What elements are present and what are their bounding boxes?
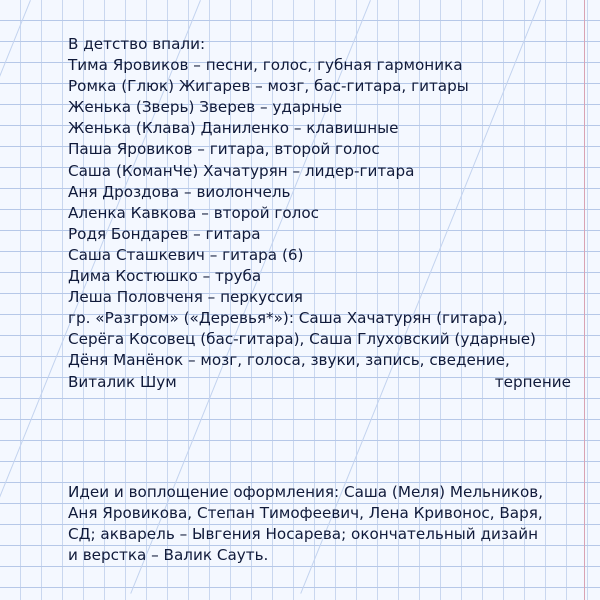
- member-line: Саша Сташкевич – гитара (6): [68, 245, 304, 264]
- member-line: Аленка Кавкова – второй голос: [68, 203, 320, 222]
- member-line: Саша (КоманЧе) Хачатурян – лидер-гитара: [68, 161, 415, 180]
- design-credit-line: Аня Яровикова, Степан Тимофеевич, Лена Кривонос, Варя,: [68, 504, 543, 523]
- member-role: терпение: [494, 372, 571, 391]
- design-credits: [68, 482, 583, 566]
- design-credit-line: Идеи и воплощение оформления: Саша (Меля) Мельников,: [68, 483, 544, 501]
- member-line: Женька (Зверь) Зверев – ударные: [68, 98, 343, 117]
- member-line: Аня Дроздова – виолончель: [68, 182, 291, 201]
- member-line: Дима Костюшко – труба: [68, 267, 262, 286]
- member-line: Тима Яровиков – песни, голос, губная гармоника: [68, 56, 463, 75]
- band-credits: [68, 34, 583, 393]
- member-line: Паша Яровиков – гитара, второй голос: [68, 140, 380, 159]
- member-line: гр. «Разгром» («Деревья*»): Саша Хачатурян (гитара),: [68, 309, 508, 328]
- design-credit-line: СД; акварель – Ывгения Носарева; окончательный дизайн: [68, 525, 539, 544]
- credits-heading: В детство впали:: [68, 35, 206, 53]
- member-line: Дёня Манёнок – мозг, голоса, звуки, запись, сведение,: [68, 351, 510, 370]
- member-line: Ромка (Глюк) Жигарев – мозг, бас-гитара, гитары: [68, 77, 469, 96]
- member-line: Женька (Клава) Даниленко – клавишные: [68, 119, 399, 138]
- member-name: Виталик Шум: [68, 372, 177, 391]
- slant-guide-line: [0, 0, 31, 594]
- design-credit-line: и верстка – Валик Сауть.: [68, 546, 269, 565]
- margin-line: [584, 0, 585, 600]
- member-line-last: [68, 372, 571, 393]
- member-line: Леша Половченя – перкуссия: [68, 288, 303, 307]
- member-line: Родя Бондарев – гитара: [68, 224, 261, 243]
- member-line: Серёга Косовец (бас-гитара), Саша Глуховский (ударные): [68, 330, 536, 349]
